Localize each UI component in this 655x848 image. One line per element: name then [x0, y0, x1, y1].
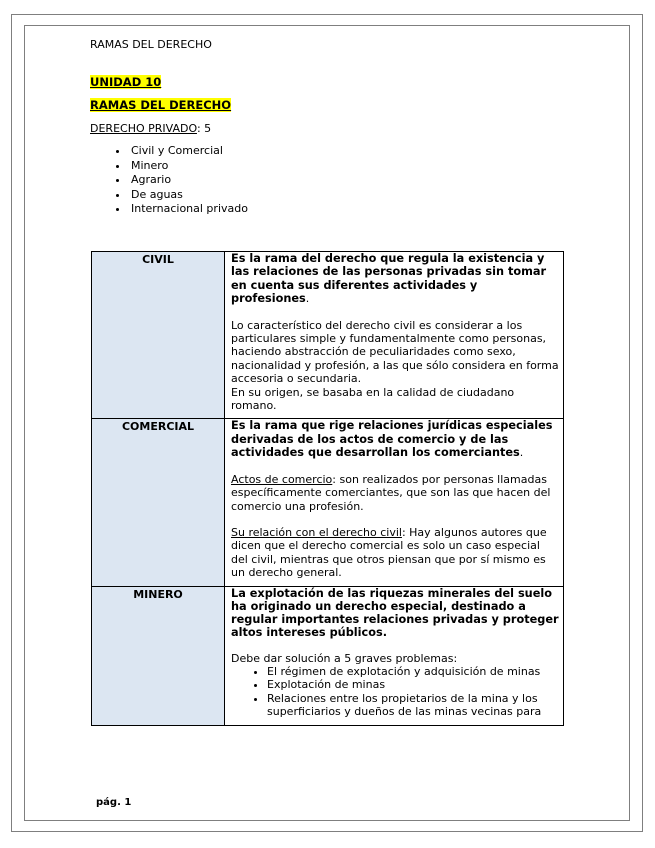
unit-title: RAMAS DEL DERECHO	[90, 98, 232, 112]
list-item: • Civil y Comercial	[129, 144, 248, 159]
list-item: • Relaciones entre los propietarios de la mina y los superficiarios y dueños de las minas vecinas para	[267, 692, 559, 719]
table-row-minero	[92, 586, 564, 725]
branch-name-minero: MINERO	[92, 586, 225, 725]
derecho-privado-count: : 5	[196, 122, 212, 135]
minero-problems-list	[231, 665, 559, 719]
list-item: • Internacional privado	[129, 202, 248, 217]
page-number: pág. 1	[96, 797, 132, 808]
civil-paragraph-1: Lo característico del derecho civil es considerar a los particulares simple y fundamentalmente como personas, haciendo abstracción de peculiaridades como sexo, nacionalidad y profesión, a las que sólo considera en forma accesoria o secundaria.	[231, 318, 559, 386]
comercial-relacion-paragraph: Su relación con el derecho civil: Hay algunos autores que dicen que el derecho comercial es solo un caso especial del civil, mientras que otros piensan que por sí mismo es un derecho general.	[231, 525, 547, 580]
civil-paragraph-2: En su origen, se basaba en la calidad de ciudadano romano.	[231, 385, 515, 413]
list-item: • Agrario	[129, 173, 248, 188]
list-item: • De aguas	[129, 188, 248, 203]
branch-description-civil	[225, 252, 564, 419]
unit-heading: UNIDAD 10	[90, 75, 162, 89]
branch-name-civil: CIVIL	[92, 252, 225, 419]
list-item: • Minero	[129, 159, 248, 174]
branches-table-container	[91, 251, 564, 762]
branch-description-comercial	[225, 419, 564, 586]
civil-definition: Es la rama del derecho que regula la existencia y las relaciones de las personas privadas sin tomar en cuenta sus diferentes actividades y profesiones.	[231, 252, 547, 306]
derecho-privado-label: DERECHO PRIVADO	[90, 122, 197, 135]
branches-list	[111, 144, 248, 217]
table-row-comercial	[92, 419, 564, 586]
branches-table	[91, 251, 564, 726]
branch-description-minero	[225, 586, 564, 725]
comercial-actos-paragraph: Actos de comercio: son realizados por personas llamadas específicamente comerciantes, que son las que hacen del comercio una profesión.	[231, 472, 551, 513]
derecho-privado-heading	[90, 122, 211, 135]
comercial-definition: Es la rama que rige relaciones jurídicas especiales derivadas de los actos de comercio y de las actividades que desarrollan los comerciantes.	[231, 419, 553, 460]
running-header: RAMAS DEL DERECHO	[90, 38, 212, 51]
branch-name-comercial: COMERCIAL	[92, 419, 225, 586]
table-row-civil	[92, 252, 564, 419]
list-item: • El régimen de explotación y adquisición de minas	[267, 665, 559, 678]
list-item: • Explotación de minas	[267, 678, 559, 691]
minero-intro: Debe dar solución a 5 graves problemas:	[231, 651, 458, 665]
minero-definition: La explotación de las riquezas minerales del suelo ha originado un derecho especial, destinado a regular importantes relaciones privadas y proteger altos intereses públicos.	[231, 586, 559, 639]
